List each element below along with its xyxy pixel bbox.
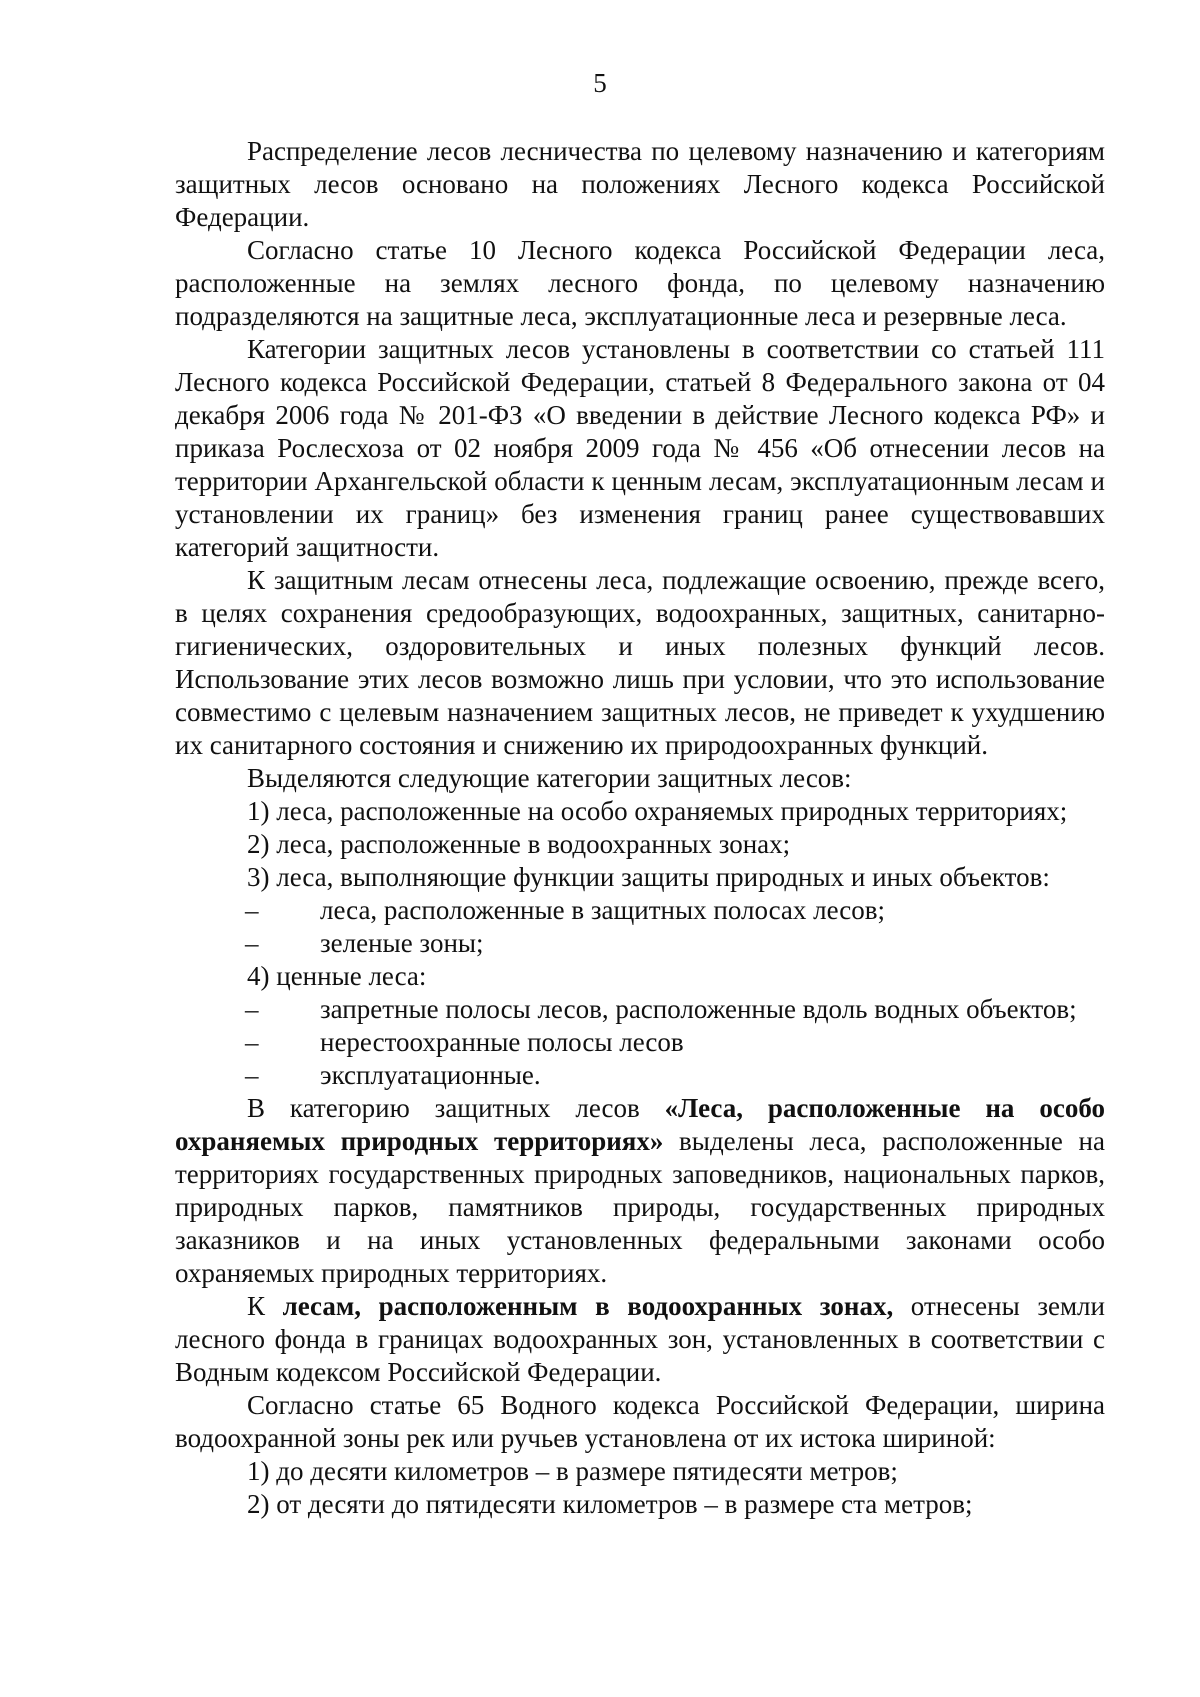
paragraph-6-text-a: В категорию защитных лесов [247, 1093, 665, 1123]
dash-item [175, 993, 1105, 1026]
paragraph-7-bold: лесам, расположенным в водоохранных зонах, [282, 1291, 894, 1321]
paragraph-7 [175, 1290, 1105, 1389]
paragraph-1: Распределение лесов лесничества по целевому назначению и категориям защитных лесов основано на положениях Лесного кодекса Российской Федерации. [175, 136, 1105, 232]
dash-mark: – [245, 928, 259, 958]
document-body [175, 135, 1105, 1521]
dash-item-text: зеленые зоны; [320, 928, 484, 958]
paragraph-2: Согласно статье 10 Лесного кодекса Российской Федерации леса, расположенные на землях лесного фонда, по целевому назначению подразделяются на защитные леса, эксплуатационные леса и резервные леса. [175, 235, 1105, 331]
dash-item-text: нерестоохранные полосы лесов [320, 1027, 684, 1057]
list-item: 2) от десяти до пятидесяти километров – в размере ста метров; [247, 1489, 973, 1519]
dash-item [175, 927, 1105, 960]
paragraph-6-text-b: выделены леса, расположенные на территориях государственных природных заповедников, национальных парков, природных парков, памятников природы, государственных природных заказников и на иных установленных федеральными законами особо охраняемых природных территориях. [175, 1126, 1105, 1288]
dash-item-text: леса, расположенные в защитных полосах лесов; [320, 895, 886, 925]
list-item: 3) леса, выполняющие функции защиты природных и иных объектов: [247, 862, 1050, 892]
dash-item-text: запретные полосы лесов, расположенные вдоль водных объектов; [320, 994, 1077, 1024]
list-item: 4) ценные леса: [247, 961, 427, 991]
paragraph-5: Выделяются следующие категории защитных лесов: [247, 763, 852, 793]
dash-mark: – [245, 1060, 259, 1090]
list-item: 1) до десяти километров – в размере пятидесяти метров; [247, 1456, 898, 1486]
paragraph-4: К защитным лесам отнесены леса, подлежащие освоению, прежде всего, в целях сохранения средообразующих, водоохранных, защитных, санитарно-гигиенических, оздоровительных и иных полезных функций лесов. Использование этих лесов возможно лишь при условии, что это использование совместимо с целевым назначением защитных лесов, не приведет к ухудшению их санитарного состояния и снижению их природоохранных функций. [175, 565, 1105, 760]
dash-item [175, 1026, 1105, 1059]
list-item: 1) леса, расположенные на особо охраняемых природных территориях; [247, 796, 1068, 826]
paragraph-8: Согласно статье 65 Водного кодекса Российской Федерации, ширина водоохранной зоны рек или ручьев установлена от их истока шириной: [175, 1390, 1105, 1453]
dash-mark: – [245, 1027, 259, 1057]
dash-item [175, 1059, 1105, 1092]
paragraph-6-bold: «Леса, расположенные на особо охраняемых природных территориях» [175, 1093, 1105, 1156]
dash-item-text: эксплуатационные. [320, 1060, 541, 1090]
dash-item [175, 894, 1105, 927]
paragraph-7-text-b: отнесены земли лесного фонда в границах водоохранных зон, установленных в соответствии с Водным кодексом Российской Федерации. [175, 1291, 1105, 1387]
paragraph-6 [175, 1092, 1105, 1290]
dash-mark: – [245, 994, 259, 1024]
page-number: 5 [593, 68, 607, 98]
paragraph-3: Категории защитных лесов установлены в соответствии со статьей 111 Лесного кодекса Российской Федерации, статьей 8 Федерального закона от 04 декабря 2006 года № 201-ФЗ «О введении в действие Лесного кодекса РФ» и приказа Рослесхоза от 02 ноября 2009 года № 456 «Об отнесении лесов на территории Архангельской области к ценным лесам, эксплуатационным лесам и установлении их границ» без изменения границ ранее существовавших категорий защитности. [175, 334, 1105, 562]
paragraph-7-text-a: К [247, 1291, 283, 1321]
list-item: 2) леса, расположенные в водоохранных зонах; [247, 829, 791, 859]
dash-mark: – [245, 895, 259, 925]
